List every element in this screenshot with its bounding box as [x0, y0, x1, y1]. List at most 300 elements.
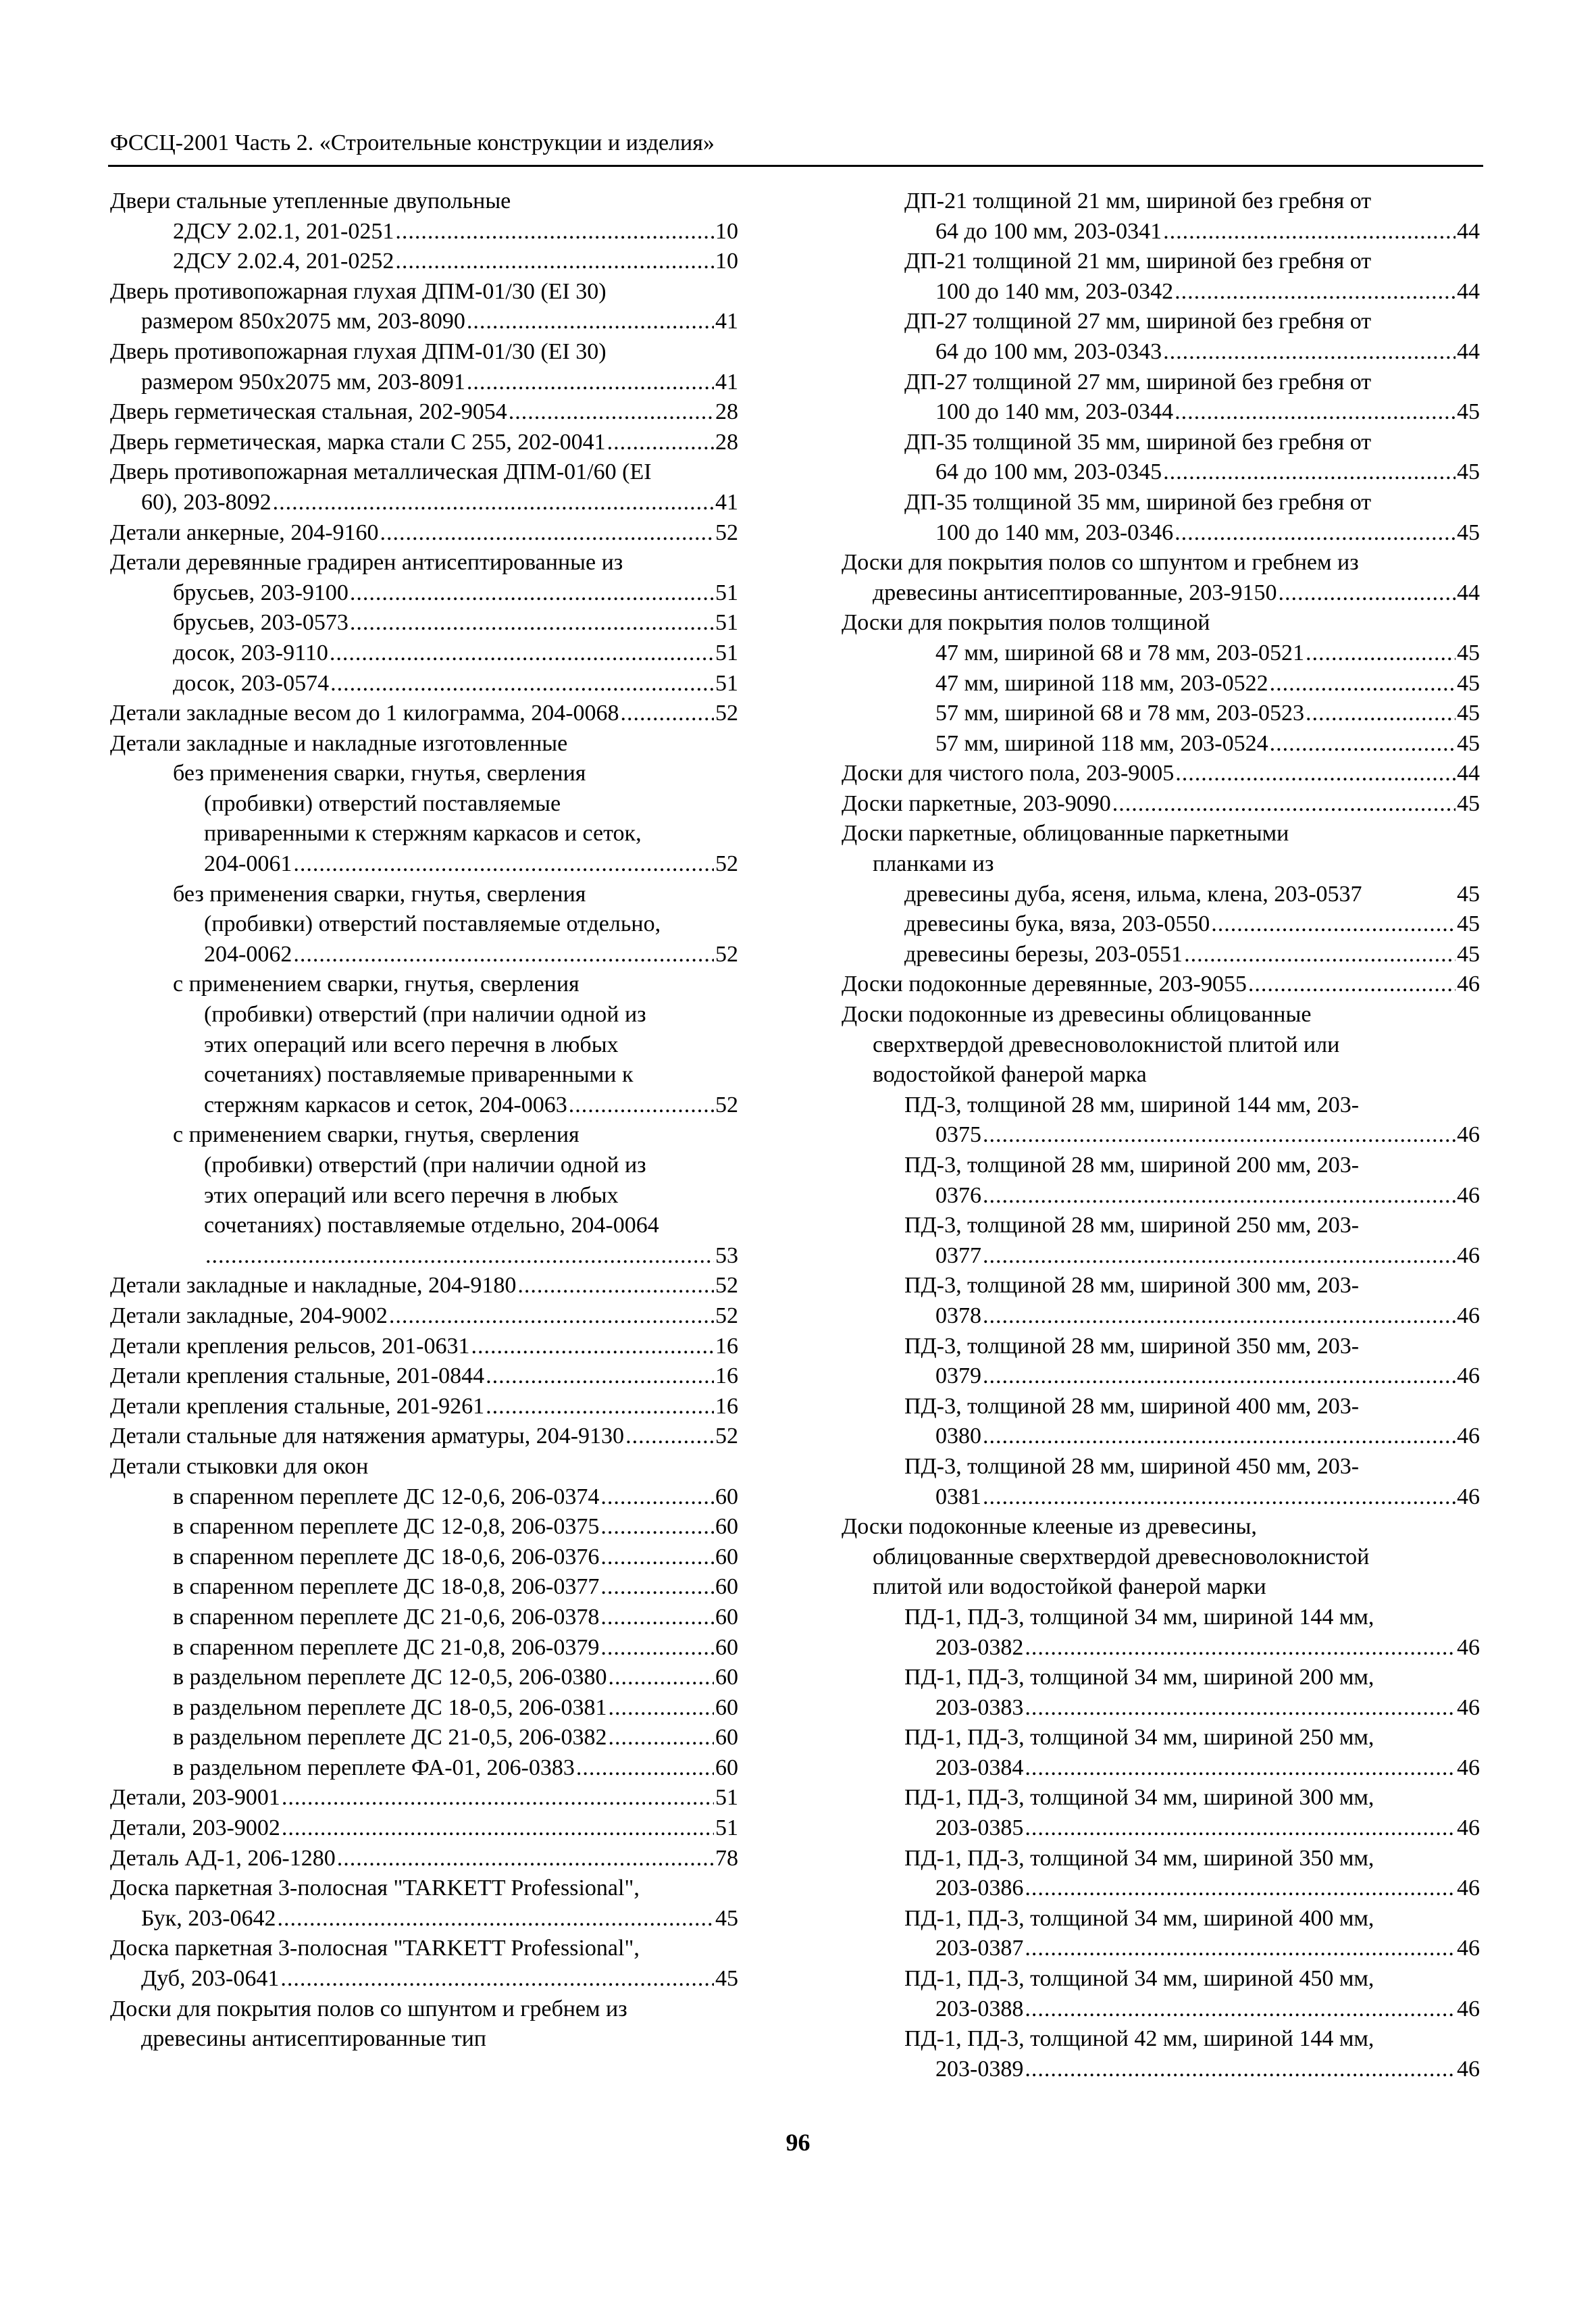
- index-entry: [110, 1994, 738, 2025]
- entry-text: 64 до 100 мм, 203-0341: [935, 218, 1162, 244]
- index-entry: [842, 1120, 1480, 1151]
- entry-text: 203-0383: [935, 1694, 1024, 1720]
- index-entry: [842, 1271, 1480, 1301]
- index-entry: [110, 1783, 738, 1813]
- page-ref: 52: [715, 941, 738, 967]
- entry-text: 57 мм, шириной 118 мм, 203-0524: [935, 730, 1268, 756]
- dot-leader: [983, 1482, 1456, 1512]
- dot-leader: [1270, 669, 1456, 699]
- entry-text: в спаренном переплете ДС 18-0,6, 206-0376: [173, 1544, 600, 1569]
- dot-leader: [1279, 578, 1456, 608]
- entry-text: Доски подоконные из древесины облицованные: [842, 1002, 1312, 1028]
- entry-text: Детали, 203-9002: [110, 1815, 280, 1841]
- page-ref: 16: [715, 1393, 738, 1419]
- index-entry: [110, 1873, 738, 1904]
- entry-text: Дверь противопожарная глухая ДПМ-01/30 (EI 30): [110, 278, 607, 304]
- index-entry: [110, 759, 738, 789]
- entry-text: 0379: [935, 1363, 981, 1389]
- entry-text: Детали закладные и накладные изготовленные: [110, 730, 568, 756]
- entry-text: 203-0388: [935, 1996, 1024, 2021]
- entry-text: Дверь противопожарная металлическая ДПМ-01/60 (EI: [110, 459, 652, 485]
- dot-leader: [330, 638, 714, 668]
- entry-text: 64 до 100 мм, 203-0345: [935, 459, 1162, 485]
- index-entry: [842, 518, 1480, 549]
- entry-text: плитой или водостойкой фанерой марки: [873, 1574, 1266, 1600]
- index-entry: [842, 608, 1480, 638]
- page-ref: 46: [1457, 1815, 1480, 1841]
- entry-text: ПД-3, толщиной 28 мм, шириной 250 мм, 203-: [904, 1213, 1360, 1238]
- index-entry: [110, 608, 738, 638]
- entry-text: размером 950х2075 мм, 203-8091: [141, 369, 465, 395]
- entry-text: в раздельном переплете ФА-01, 206-0383: [173, 1755, 575, 1780]
- dot-leader: [293, 940, 714, 970]
- index-entry: [110, 1000, 738, 1030]
- dot-leader: [983, 1361, 1456, 1391]
- entry-text: 60), 203-8092: [141, 489, 272, 515]
- index-entry: [110, 1813, 738, 1844]
- page-ref: 45: [1457, 911, 1480, 937]
- entry-text: ПД-3, толщиной 28 мм, шириной 300 мм, 203-: [904, 1273, 1360, 1299]
- entry-text: сочетаниях) поставляемые приваренными к: [204, 1062, 634, 1088]
- index-entry: [842, 638, 1480, 669]
- page-ref: 51: [715, 1785, 738, 1811]
- header-rule: [108, 165, 1483, 167]
- entry-text: ПД-3, толщиной 28 мм, шириной 350 мм, 203-: [904, 1333, 1360, 1359]
- entry-text: 0377: [935, 1242, 981, 1268]
- index-entry: [842, 1723, 1480, 1753]
- index-entry: [842, 1964, 1480, 1994]
- page-ref: 10: [715, 249, 738, 274]
- index-entry: [110, 307, 738, 337]
- page-ref: 44: [1457, 761, 1480, 786]
- index-entry: [842, 1542, 1480, 1573]
- entry-text: Доски для чистого пола, 203-9005: [842, 761, 1175, 786]
- dot-leader: [608, 1663, 714, 1692]
- page-ref: 78: [715, 1845, 738, 1871]
- dot-leader: [1184, 940, 1456, 970]
- dot-leader: [1025, 1934, 1456, 1963]
- dot-leader: [600, 1603, 714, 1632]
- index-entry: [110, 428, 738, 458]
- index-entry: [110, 368, 738, 398]
- entry-text: 203-0387: [935, 1936, 1024, 1961]
- dot-leader: [380, 518, 714, 548]
- page-ref: 52: [715, 1273, 738, 1299]
- index-entry: [842, 1332, 1480, 1362]
- index-entry: [110, 1693, 738, 1724]
- entry-text: размером 850х2075 мм, 203-8090: [141, 309, 465, 334]
- page-ref: 60: [715, 1574, 738, 1600]
- page-ref: 46: [1457, 1634, 1480, 1660]
- dot-leader: [600, 1512, 714, 1542]
- index-entry: [110, 1844, 738, 1874]
- dot-leader: [607, 428, 714, 457]
- entry-text: Детали закладные и накладные, 204-9180: [110, 1273, 517, 1299]
- index-entry: [842, 428, 1480, 458]
- page-ref: 60: [715, 1544, 738, 1569]
- dot-leader: [280, 1964, 714, 1994]
- dot-leader: [608, 1723, 714, 1753]
- index-entry: [110, 819, 738, 849]
- page-ref: 44: [1457, 278, 1480, 304]
- index-entry: [842, 1873, 1480, 1904]
- entry-text: 0381: [935, 1484, 981, 1509]
- index-entry: [110, 1271, 738, 1301]
- page-ref: 46: [1457, 1242, 1480, 1268]
- entry-text: сверхтвердой древесноволокнистой плитой или: [873, 1032, 1340, 1057]
- dot-leader: [278, 1904, 714, 1934]
- dot-leader: [350, 608, 714, 638]
- entry-text: этих операций или всего перечня в любых: [204, 1182, 619, 1208]
- entry-text: с применением сварки, гнутья, сверления: [173, 972, 580, 997]
- index-entry: [842, 2024, 1480, 2055]
- entry-text: 0378: [935, 1303, 981, 1328]
- dot-leader: [282, 1783, 714, 1813]
- index-entry: [110, 1452, 738, 1482]
- entry-text: древесины антисептированные, 203-9150: [873, 580, 1277, 605]
- entry-text: в спаренном переплете ДС 12-0,8, 206-0375: [173, 1514, 600, 1540]
- index-entry: [110, 247, 738, 277]
- index-entry: [110, 789, 738, 820]
- dot-leader: [395, 247, 714, 276]
- index-entry: [110, 638, 738, 669]
- index-entry: [110, 940, 738, 970]
- index-entry: [110, 397, 738, 428]
- entry-text: 2ДСУ 2.02.4, 201-0252: [173, 249, 394, 274]
- index-entry: [110, 1603, 738, 1633]
- entry-text: 100 до 140 мм, 203-0346: [935, 520, 1174, 545]
- index-entry: [842, 909, 1480, 940]
- entry-text: досок, 203-9110: [173, 640, 328, 665]
- dot-leader: [1175, 759, 1456, 788]
- index-entry: [842, 1572, 1480, 1603]
- index-entry: [110, 729, 738, 759]
- page-ref: 41: [715, 309, 738, 334]
- dot-leader: [600, 1542, 714, 1572]
- index-entry: [842, 1361, 1480, 1392]
- entry-text: 204-0062: [204, 941, 292, 967]
- index-entry: [110, 1482, 738, 1513]
- index-entry: [842, 1181, 1480, 1211]
- page-ref: 60: [715, 1755, 738, 1780]
- entry-text: сочетаниях) поставляемые отдельно, 204-0064: [204, 1213, 659, 1238]
- page-ref: 45: [1457, 701, 1480, 726]
- index-entry: [842, 759, 1480, 789]
- entry-text: 203-0384: [935, 1755, 1024, 1780]
- page-ref: 51: [715, 670, 738, 696]
- index-entry: [842, 1422, 1480, 1452]
- page-ref: 28: [715, 429, 738, 455]
- dot-leader: [471, 1332, 714, 1361]
- entry-text: Детали крепления стальные, 201-9261: [110, 1393, 485, 1419]
- index-entry: [110, 337, 738, 368]
- entry-text: 204-0061: [204, 851, 292, 877]
- entry-text: Детали, 203-9001: [110, 1785, 280, 1811]
- index-entry: [842, 970, 1480, 1000]
- entry-text: ПД-1, ПД-3, толщиной 34 мм, шириной 300 мм,: [904, 1785, 1374, 1811]
- entry-text: Дверь герметическая, марка стали С 255, 202-0041: [110, 429, 606, 455]
- index-entry: [110, 457, 738, 488]
- index-entry: [110, 1542, 738, 1573]
- page-ref: 46: [1457, 1755, 1480, 1780]
- dot-leader: [983, 1301, 1456, 1331]
- index-entry: [842, 186, 1480, 217]
- dot-leader: [608, 1693, 714, 1723]
- index-entry: [110, 1060, 738, 1090]
- index-entry: [842, 789, 1480, 820]
- index-entry: [110, 849, 738, 880]
- page-ref: 51: [715, 640, 738, 665]
- dot-leader: [600, 1633, 714, 1663]
- page-ref: 45: [1457, 790, 1480, 816]
- index-entry: [842, 488, 1480, 518]
- index-entry: [842, 880, 1480, 910]
- index-entry: [842, 397, 1480, 428]
- index-entry: [842, 1633, 1480, 1663]
- page-ref: 46: [1457, 1484, 1480, 1509]
- page-ref: 44: [1457, 218, 1480, 244]
- page-ref: 46: [1457, 2056, 1480, 2082]
- index-entry: [110, 1090, 738, 1121]
- entry-text: Двери стальные утепленные двупольные: [110, 188, 511, 213]
- entry-text: ДП-21 толщиной 21 мм, шириной без гребня от: [904, 249, 1372, 274]
- page-ref: 51: [715, 610, 738, 636]
- index-entry: [110, 217, 738, 247]
- index-entry: [842, 1904, 1480, 1934]
- dot-leader: [1025, 1813, 1456, 1843]
- entry-text: ПД-3, толщиной 28 мм, шириной 450 мм, 203-: [904, 1453, 1360, 1479]
- index-entry: [842, 548, 1480, 578]
- entry-text: ПД-1, ПД-3, толщиной 34 мм, шириной 450 мм,: [904, 1966, 1374, 1992]
- page-ref: 52: [715, 851, 738, 877]
- index-entry: [842, 1994, 1480, 2025]
- index-entry: [110, 1120, 738, 1151]
- dot-leader: [467, 307, 714, 336]
- index-entry: [110, 1332, 738, 1362]
- dot-leader: [983, 1181, 1456, 1211]
- dot-leader: [1163, 337, 1456, 367]
- index-entry: [842, 1090, 1480, 1121]
- entry-text: 100 до 140 мм, 203-0342: [935, 278, 1174, 304]
- page-ref: 45: [715, 1966, 738, 1992]
- page-ref: 60: [715, 1484, 738, 1509]
- entry-text: ДП-27 толщиной 27 мм, шириной без гребня от: [904, 309, 1372, 334]
- page-number: 96: [786, 2129, 810, 2156]
- page-ref: 60: [715, 1514, 738, 1540]
- entry-text: Доски подоконные деревянные, 203-9055: [842, 972, 1247, 997]
- index-entry: [110, 1030, 738, 1061]
- page-ref: 46: [1457, 972, 1480, 997]
- index-entry: [842, 217, 1480, 247]
- page-ref: 45: [1457, 881, 1480, 907]
- page-ref: 46: [1457, 1122, 1480, 1148]
- index-entry: [110, 880, 738, 910]
- index-entry: [110, 1392, 738, 1422]
- index-entry: [842, 1151, 1480, 1181]
- page-ref: 46: [1457, 1363, 1480, 1389]
- dot-leader: [1306, 638, 1456, 668]
- entry-text: Детали стальные для натяжения арматуры, 204-9130: [110, 1424, 625, 1449]
- index-entry: [110, 669, 738, 699]
- index-entry: [110, 699, 738, 729]
- entry-text: ПД-3, толщиной 28 мм, шириной 200 мм, 203-: [904, 1153, 1360, 1178]
- page-ref: 52: [715, 520, 738, 545]
- entry-text: Детали деревянные градирен антисептированные из: [110, 550, 623, 576]
- page-ref: 45: [1457, 459, 1480, 485]
- index-entry: [110, 1904, 738, 1934]
- dot-leader: [282, 1813, 714, 1843]
- entry-text: Дверь противопожарная глухая ДПМ-01/30 (EI 30): [110, 338, 607, 364]
- index-entry: [110, 1934, 738, 1964]
- index-entry: [110, 1663, 738, 1693]
- page-ref: 52: [715, 1092, 738, 1117]
- dot-leader: [1025, 1693, 1456, 1723]
- dot-leader: [576, 1753, 714, 1783]
- index-entry: [842, 247, 1480, 277]
- entry-text: (пробивки) отверстий (при наличии одной из: [204, 1002, 646, 1028]
- index-entry: [842, 849, 1480, 880]
- page-ref: 46: [1457, 1996, 1480, 2021]
- entry-text: (пробивки) отверстий поставляемые отдельно,: [204, 911, 661, 937]
- entry-text: 47 мм, шириной 118 мм, 203-0522: [935, 670, 1268, 696]
- index-entry: [842, 1452, 1480, 1482]
- page-ref: 46: [1457, 1182, 1480, 1208]
- dot-leader: [1025, 2055, 1456, 2084]
- dot-leader: [1175, 277, 1456, 307]
- page-ref: 16: [715, 1333, 738, 1359]
- dot-leader: [1112, 789, 1456, 819]
- entry-text: брусьев, 203-0573: [173, 610, 349, 636]
- page-ref: 44: [1457, 580, 1480, 605]
- entry-text: Дуб, 203-0641: [141, 1966, 280, 1992]
- index-entry: [110, 1512, 738, 1542]
- entry-text: ПД-1, ПД-3, толщиной 34 мм, шириной 144 мм,: [904, 1604, 1374, 1630]
- entry-text: (пробивки) отверстий поставляемые: [204, 790, 561, 816]
- page-header: ФССЦ-2001 Часть 2. «Строительные конструкции и изделия»: [110, 130, 715, 155]
- index-entry: [110, 1753, 738, 1784]
- entry-text: древесины бука, вяза, 203-0550: [904, 911, 1210, 937]
- page-ref: 60: [715, 1725, 738, 1751]
- entry-text: 2ДСУ 2.02.1, 201-0251: [173, 218, 394, 244]
- dot-leader: [1025, 1994, 1456, 2024]
- dot-leader: [1163, 217, 1456, 247]
- dot-leader: [621, 699, 714, 728]
- entry-text: ПД-1, ПД-3, толщиной 34 мм, шириной 400 мм,: [904, 1905, 1374, 1931]
- dot-leader: [600, 1572, 714, 1602]
- entry-text: Детали закладные, 204-9002: [110, 1303, 388, 1328]
- entry-text: 100 до 140 мм, 203-0344: [935, 399, 1174, 425]
- entry-text: водостойкой фанерой марка: [873, 1062, 1147, 1088]
- entry-text: Дверь герметическая стальная, 202-9054: [110, 399, 507, 425]
- page-ref: 46: [1457, 1694, 1480, 1720]
- page-ref: 52: [715, 701, 738, 726]
- dot-leader: [486, 1361, 714, 1391]
- index-entry: [842, 1512, 1480, 1542]
- entry-text: этих операций или всего перечня в любых: [204, 1032, 619, 1057]
- dot-leader: [983, 1422, 1456, 1451]
- entry-text: ПД-3, толщиной 28 мм, шириной 400 мм, 203-: [904, 1393, 1360, 1419]
- entry-text: ПД-1, ПД-3, толщиной 34 мм, шириной 250 мм,: [904, 1725, 1374, 1751]
- dot-leader: [1306, 699, 1456, 728]
- page-ref: 53: [715, 1242, 738, 1268]
- entry-text: 203-0385: [935, 1815, 1024, 1841]
- entry-text: стержням каркасов и сеток, 204-0063: [204, 1092, 567, 1117]
- page-ref: 46: [1457, 1424, 1480, 1449]
- index-entry: [110, 1633, 738, 1663]
- index-entry: [842, 1813, 1480, 1844]
- index-entry: [842, 1753, 1480, 1784]
- dot-leader: [1211, 909, 1456, 939]
- index-entry: [110, 548, 738, 578]
- page-ref: 45: [1457, 941, 1480, 967]
- dot-leader: [1163, 457, 1456, 487]
- index-entry: [110, 1422, 738, 1452]
- dot-leader: [330, 669, 714, 699]
- index-entry: [842, 457, 1480, 488]
- entry-text: ДП-35 толщиной 35 мм, шириной без гребня от: [904, 429, 1372, 455]
- entry-text: досок, 203-0574: [173, 670, 330, 696]
- page-ref: 16: [715, 1363, 738, 1389]
- dot-leader: [1175, 518, 1456, 548]
- index-entry: [110, 186, 738, 217]
- entry-text: Детали стыковки для окон: [110, 1453, 369, 1479]
- index-entry: [842, 1934, 1480, 1964]
- entry-text: Доски подоконные клееные из древесины,: [842, 1514, 1257, 1540]
- index-entry: [842, 1844, 1480, 1874]
- dot-leader: [509, 397, 714, 427]
- entry-text: облицованные сверхтвердой древесноволокнистой: [873, 1544, 1370, 1569]
- entry-text: 203-0386: [935, 1876, 1024, 1901]
- page-ref: 45: [1457, 520, 1480, 545]
- index-entry: [842, 1482, 1480, 1513]
- page-ref: 45: [1457, 670, 1480, 696]
- entry-text: в спаренном переплете ДС 12-0,6, 206-0374: [173, 1484, 600, 1509]
- dot-leader: [1025, 1873, 1456, 1903]
- page-ref: 60: [715, 1665, 738, 1690]
- entry-text: приваренными к стержням каркасов и сеток,: [204, 821, 642, 847]
- entry-text: 0380: [935, 1424, 981, 1449]
- index-entry: [110, 1241, 738, 1272]
- dot-leader: [486, 1392, 714, 1422]
- entry-text: ПД-1, ПД-3, толщиной 42 мм, шириной 144 мм,: [904, 2026, 1374, 2052]
- index-entry: [110, 1151, 738, 1181]
- page-ref: 51: [715, 580, 738, 605]
- index-entry: [842, 277, 1480, 307]
- dot-leader: [625, 1422, 714, 1451]
- index-entry: [842, 1783, 1480, 1813]
- dot-leader: [395, 217, 714, 247]
- entry-text: древесины дуба, ясеня, ильма, клена, 203-0537: [904, 881, 1362, 907]
- dot-leader: [983, 1120, 1456, 1150]
- entry-text: ДП-27 толщиной 27 мм, шириной без гребня от: [904, 369, 1372, 395]
- index-entry: [110, 277, 738, 307]
- index-entry: [842, 307, 1480, 337]
- entry-text: без применения сварки, гнутья, сверления: [173, 761, 586, 786]
- entry-text: 203-0389: [935, 2056, 1024, 2082]
- index-entry: [842, 819, 1480, 849]
- entry-text: (пробивки) отверстий (при наличии одной из: [204, 1153, 646, 1178]
- page-ref: 10: [715, 218, 738, 244]
- index-entry: [110, 2024, 738, 2055]
- index-entry: [110, 970, 738, 1000]
- page-ref: 41: [715, 369, 738, 395]
- index-entry: [110, 488, 738, 518]
- dot-leader: [389, 1301, 714, 1331]
- dot-leader: [600, 1482, 714, 1512]
- index-entry: [842, 1211, 1480, 1241]
- index-entry: [842, 1241, 1480, 1272]
- entry-text: Доски для покрытия полов со шпунтом и гребнем из: [110, 1996, 627, 2021]
